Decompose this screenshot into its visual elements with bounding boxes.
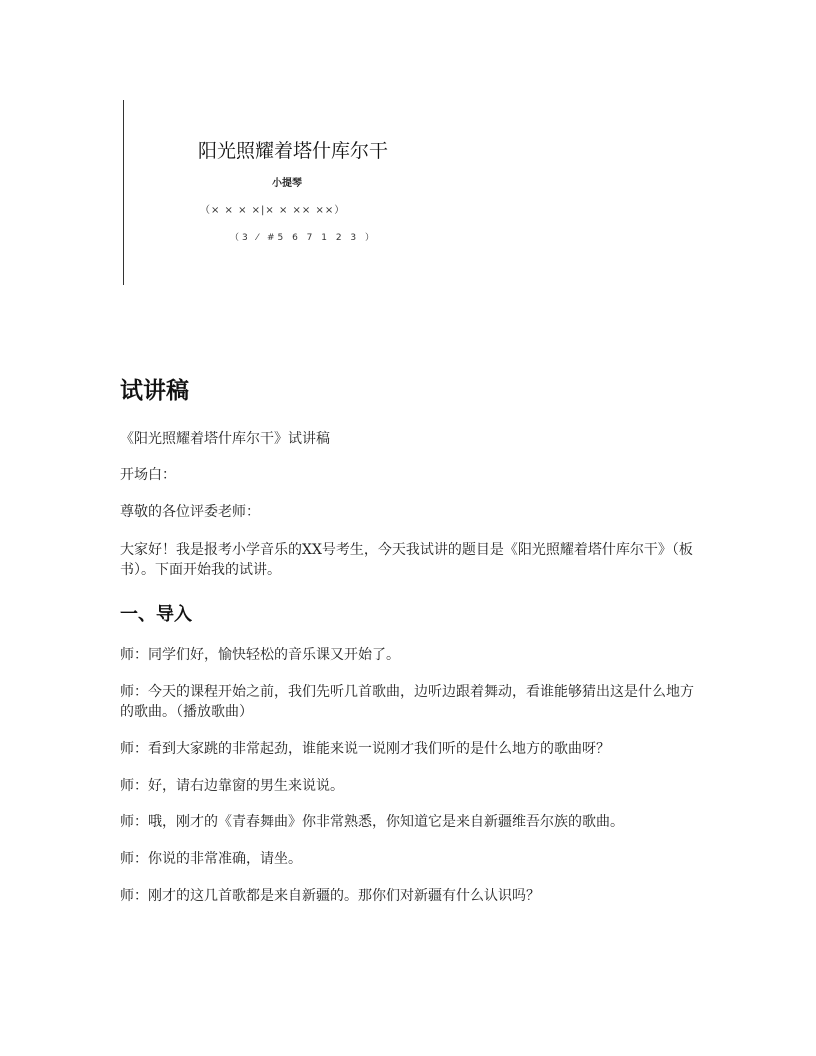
score-notes-line: （3 ⁄ #5 6 7 1 2 3 ） (230, 233, 378, 243)
dialogue-line: 师：好，请右边靠窗的男生来说说。 (120, 778, 344, 794)
paragraph-opening-label: 开场白： (120, 467, 176, 483)
paragraph-greeting: 尊敬的各位评委老师： (120, 504, 260, 520)
section-heading: 一、导入 (120, 604, 192, 625)
dialogue-line: 师：同学们好，愉快轻松的音乐课又开始了。 (120, 647, 400, 663)
dialogue-line: 师：今天的课程开始之前，我们先听几首歌曲，边听边跟着舞动，看谁能够猜出这是什么地方的歌曲。（播放歌曲） (120, 684, 694, 720)
paragraph-lesson-title: 《阳光照耀着塔什库尔干》试讲稿 (120, 431, 330, 447)
paragraph-introduction: 大家好！我是报考小学音乐的XX号考生，今天我试讲的题目是《阳光照耀着塔什库尔干》（板书）。下面开始我的试讲。 (120, 542, 693, 578)
dialogue-line: 师：哦，刚才的《青春舞曲》你非常熟悉，你知道它是来自新疆维吾尔族的歌曲。 (120, 814, 624, 830)
dialogue-line: 师：你说的非常准确，请坐。 (120, 851, 302, 867)
image-left-border (123, 100, 124, 285)
score-subtitle: 小提琴 (272, 178, 302, 189)
page-title: 试讲稿 (120, 378, 189, 404)
score-rhythm-line: （× × × ×|× × ×× ××） (200, 205, 346, 216)
score-title: 阳光照耀着塔什库尔干 (198, 140, 389, 162)
dialogue-line: 师：刚才的这几首歌都是来自新疆的。那你们对新疆有什么认识吗？ (120, 888, 540, 904)
dialogue-line: 师：看到大家跳的非常起劲，谁能来说一说刚才我们听的是什么地方的歌曲呀？ (120, 741, 610, 757)
